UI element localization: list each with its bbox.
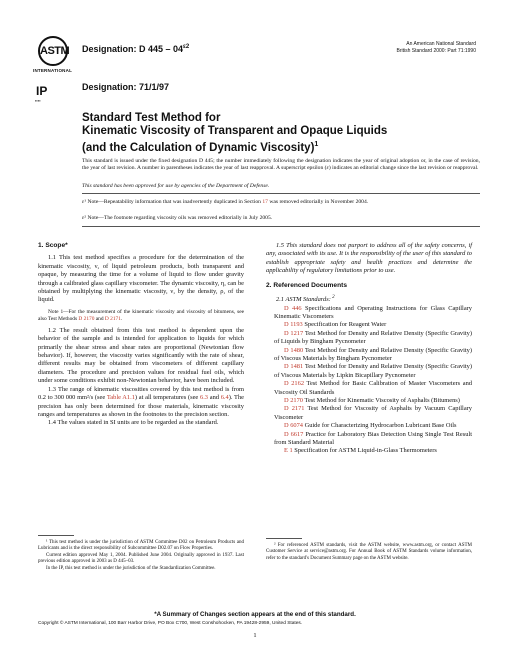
footnote-1-a: ¹ This test method is under the jurisdiction of ASTM Committee D02 on Petroleum Products and Lubricants and is the direct responsibility of Subcommittee D02.07 on Flow Properties.	[38, 540, 244, 552]
left-column	[38, 242, 244, 428]
reference-code-link[interactable]: D 2162	[284, 380, 305, 388]
reference-code-link[interactable]: D 1217	[284, 329, 304, 337]
reference-item	[266, 405, 472, 422]
reference-code-link[interactable]: D 1481	[284, 363, 304, 371]
footnote-2-marker: 2	[330, 295, 335, 301]
title-line-1: Standard Test Method for	[82, 112, 221, 124]
reference-item	[266, 397, 472, 405]
p13-text-c: and	[208, 394, 221, 402]
reference-code-link[interactable]: D 6074	[284, 422, 303, 430]
reference-title: Test Method for Density and Relative Density (Specific Gravity) of Liquids by Bingham Pycnometer	[274, 329, 472, 346]
footnote-2	[266, 543, 472, 562]
paragraph-1-2: 1.2 The result obtained from this test method is dependent upon the behavior of the sample and is intended for application to liquids for which primarily the shear stress and shear rates are proportional (Newtonian flow behavior). If, however, the viscosity varies significantly with the rate of shear, different results may be obtained from viscometers of different capillary diameters. The procedure and precision values for residual fuel oils, which under some conditions exhibit non-Newtonian behavior, have been included.	[38, 326, 244, 385]
reference-title: Guide for Characterizing Hydrocarbon Lubricant Base Oils	[303, 422, 457, 430]
footnote-rule-right	[266, 538, 302, 539]
designation-superscript: ε2	[183, 44, 190, 50]
title-line-3	[82, 138, 462, 155]
document-title	[82, 112, 462, 155]
p13-text-a: 1.3 The range of kinematic viscosities covered by this test method is from 0.2 to 300 000 mm²/s (see	[38, 385, 244, 402]
reference-code-link[interactable]: D 1480	[284, 346, 304, 354]
ip-logo-mark: ▪▪▪▪	[35, 98, 41, 103]
ip-designation: Designation: 71/1/97	[82, 82, 170, 92]
reference-item	[266, 330, 472, 347]
reference-title: Test Method for Viscosity of Asphalts by Vacuum Capillary Viscometer	[274, 405, 472, 421]
reference-code-link[interactable]: D 6617	[284, 430, 304, 438]
reference-title: Test Method for Basic Calibration of Master Viscometers and Viscosity Oil Standards	[274, 380, 472, 396]
notes-divider	[82, 226, 480, 227]
reference-title: Test Method for Kinematic Viscosity of Asphalts (Bitumens)	[303, 397, 460, 405]
table-a1-1-link[interactable]: Table A1.1	[106, 394, 135, 402]
reference-item	[266, 380, 472, 397]
reference-item	[266, 321, 472, 329]
astm-logo-subtitle: INTERNATIONAL	[33, 68, 73, 73]
footnote-1	[38, 540, 244, 572]
epsilon-2-marker: ε²	[82, 215, 88, 221]
note-1-and: and	[94, 315, 105, 322]
reference-title: Specification for ASTM Liquid-in-Glass Thermometers	[292, 447, 437, 455]
dod-approval-statement: This standard has been approved for use by agencies of the Department of Defense.	[82, 183, 270, 189]
footnote-2-text: ² For referenced ASTM standards, visit the ASTM website, www.astm.org, or contact ASTM Customer Service at service@astm.org. For Annual Book of ASTM Standards volume information, refer to the standard's Document Summary page on the ASTM website.	[266, 543, 472, 561]
reference-code-link[interactable]: E 1	[284, 447, 293, 455]
reference-item	[266, 347, 472, 364]
title-footnote-marker: 1	[314, 141, 319, 148]
reference-title: Specifications and Operating Instructions for Glass Capillary Kinematic Viscometers	[274, 304, 472, 320]
d2170-link[interactable]: D 2170	[78, 315, 95, 322]
title-line-2: Kinematic Viscosity of Transparent and Opaque Liquids	[82, 125, 388, 137]
scope-heading: 1. Scope*	[38, 242, 68, 249]
ip-logo: IP	[36, 84, 48, 98]
reference-title: Practice for Laboratory Bias Detection Using Single Test Result from Standard Material	[274, 430, 472, 447]
national-standard-note	[397, 41, 477, 55]
reference-code-link[interactable]: D 2170	[284, 397, 303, 405]
page-number: 1	[253, 632, 257, 639]
title-line-3-text: (and the Calculation of Dynamic Viscosity)	[82, 141, 315, 154]
reference-code-link[interactable]: D 2171	[284, 405, 305, 413]
copyright-line: Copyright © ASTM International, 100 Barr Harbor Drive, PO Box C700, West Conshohocken, PA 19428-2959, United States.	[38, 621, 303, 626]
reference-code-link[interactable]: D 446	[284, 304, 302, 312]
footnote-1-c: In the IP, this test method is under the jurisdiction of the Standardization Committee.	[46, 565, 216, 571]
paragraph-1-3	[38, 386, 244, 420]
reference-list	[266, 305, 472, 456]
summary-of-changes-note: *A Summary of Changes section appears at the end of this standard.	[154, 611, 356, 618]
referenced-documents-heading: 2. Referenced Documents	[266, 281, 347, 289]
reference-item	[266, 305, 472, 322]
astm-standards-label	[266, 294, 472, 305]
note-1: Note 1—For the measurement of the kinematic viscosity and viscosity of bitumens, see also Test Methods D 2170 and D 2171.	[38, 308, 244, 322]
right-column	[266, 242, 472, 456]
epsilon-note-2-text: Note—The footnote regarding viscosity oils was removed editorially in July 2005.	[87, 215, 273, 221]
astm-standards-text: 2.1 ASTM Standards:	[276, 296, 331, 304]
p13-text-d: ). The precision has only been determined for those materials, kinematic viscosity ranges and temperatures as shown in the footnotes to the precision section.	[38, 394, 244, 418]
reference-title: Test Method for Density and Relative Density (Specific Gravity) of Viscous Materials by Bingham Pycnometer	[274, 346, 472, 362]
epsilon-1-marker: ε¹	[82, 199, 88, 205]
epsilon-note-1-text-b: was removed editorially in November 2004.	[267, 199, 369, 205]
epsilon-note-2	[82, 215, 480, 222]
reference-title: Specification for Reagent Water	[302, 321, 387, 329]
reference-item	[266, 447, 472, 455]
footnote-rule-left	[38, 535, 74, 536]
reference-item	[266, 431, 472, 448]
note-1-text: Note 1—For the measurement of the kinematic viscosity and viscosity of bitumens, see also Test Methods	[38, 308, 244, 322]
national-standard-line-1: An American National Standard	[406, 41, 476, 47]
issuance-statement: This standard is issued under the fixed designation D 445; the number immediately following the designation indicates the year of original adoption or, in the case of revision, the year of last revision. A number in parentheses indicates the year of last reapproval. A superscript epsilon (ε) indicates an editorial change since the last revision or reapproval.	[82, 158, 480, 172]
designation-line	[82, 44, 189, 54]
header-divider	[82, 193, 480, 194]
reference-item	[266, 422, 472, 430]
designation-text: Designation: D 445 – 04	[82, 44, 184, 54]
section-6-4-link[interactable]: 6.4	[220, 394, 229, 402]
paragraph-1-4: 1.4 The values stated in SI units are to be regarded as the standard.	[48, 419, 219, 427]
reference-code-link[interactable]: D 1193	[284, 321, 303, 329]
footnote-1-b: Current edition approved May 1, 2004. Published June 2004. Originally approved in 1937. Last previous edition approved in 2003 as D 445–03.	[38, 552, 244, 565]
paragraph-1-5: 1.5 This standard does not purport to address all of the safety concerns, if any, associated with its use. It is the responsibility of the user of this standard to establish appropriate safety and health practices and determine the applicability of regulatory limitations prior to use.	[266, 242, 472, 275]
section-17-link[interactable]: 17	[262, 199, 268, 205]
reference-title: Test Method for Density and Relative Density (Specific Gravity) of Viscous Materials by Lipkin Bicapillary Pycnometer	[274, 363, 472, 379]
reference-item	[266, 363, 472, 380]
section-6-3-link[interactable]: 6.3	[200, 394, 209, 402]
astm-logo: ASTM	[38, 36, 68, 66]
epsilon-note-1	[82, 199, 480, 206]
epsilon-note-1-text-a: Note—Repeatability information that was inadvertently duplicated in Section	[87, 199, 263, 205]
p13-text-b: ) at all temperatures (see	[134, 394, 201, 402]
national-standard-line-2: British Standard 2000: Part 71:1990	[396, 48, 476, 54]
d2171-link[interactable]: D 2171	[104, 315, 121, 322]
paragraph-1-1: 1.1 This test method specifies a procedure for the determination of the kinematic viscosity, ν, of liquid petroleum products, both transparent and opaque, by measuring the time for a volume of liquid to flow under gravity through a calibrated glass capillary viscometer. The dynamic viscosity, η, can be obtained by multiplying the kinematic viscosity, ν, by the density, ρ, of the liquid.	[38, 254, 244, 304]
